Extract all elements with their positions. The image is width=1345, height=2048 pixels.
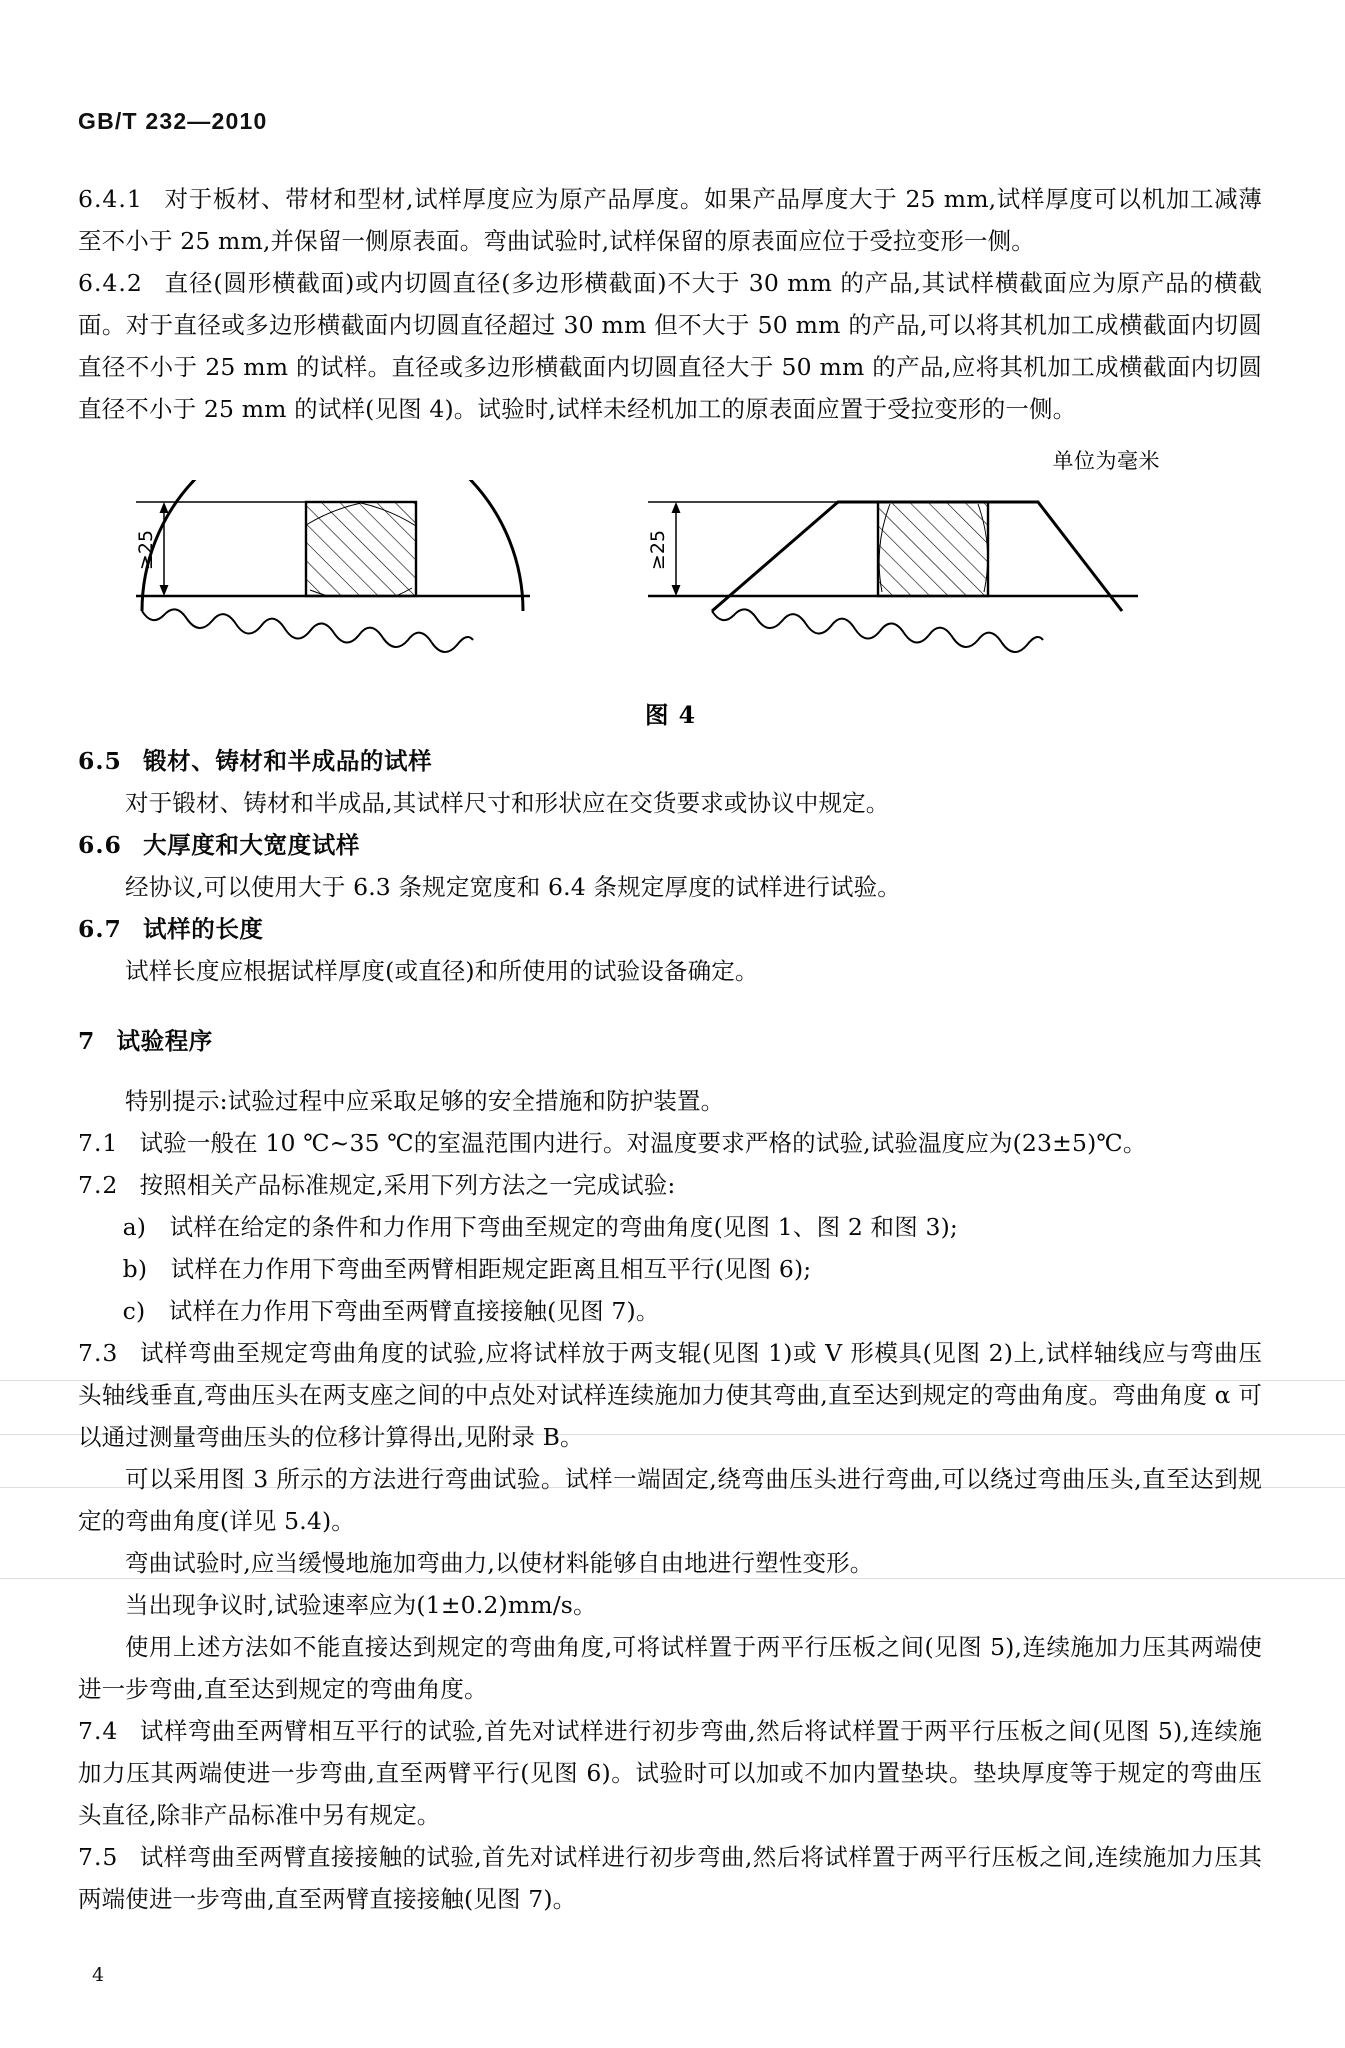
section-6-5-title: 锻材、铸材和半成品的试样 bbox=[143, 747, 433, 775]
section-6-5-heading bbox=[78, 740, 1262, 782]
figure-4-drawing bbox=[78, 480, 1262, 694]
figure-unit-note: 单位为毫米 bbox=[1052, 449, 1160, 473]
document-body bbox=[78, 178, 1262, 1920]
clause-7-2-number: 7.2 bbox=[78, 1171, 119, 1199]
section-6-6-number: 6.6 bbox=[78, 831, 122, 859]
clause-6-4-1-text: 对于板材、带材和型材,试样厚度应为原产品厚度。如果产品厚度大于 25 mm,试样厚度可以机加工减薄至不小于 25 mm,并保留一侧原表面。弯曲试验时,试样保留的原表面应位于受拉变形一侧。 bbox=[78, 185, 1262, 255]
chapter-7-heading bbox=[78, 1020, 1262, 1062]
section-6-7-body: 试样长度应根据试样厚度(或直径)和所使用的试验设备确定。 bbox=[125, 957, 759, 985]
page-number: 4 bbox=[92, 1964, 105, 1986]
chapter-7-title: 试验程序 bbox=[116, 1027, 213, 1055]
figure-4-right-polygon-section bbox=[647, 502, 1138, 652]
list-item-a-label: a) bbox=[122, 1213, 147, 1241]
clause-6-4-2-number: 6.4.2 bbox=[78, 269, 143, 297]
list-item-c-label: c) bbox=[122, 1297, 146, 1325]
clause-6-4-1-number: 6.4.1 bbox=[78, 185, 143, 213]
list-item-b-label: b) bbox=[122, 1255, 148, 1283]
figure-4 bbox=[78, 444, 1262, 732]
clause-7-3-para4: 当出现争议时,试验速率应为(1±0.2)mm/s。 bbox=[125, 1591, 597, 1619]
clause-7-1-number: 7.1 bbox=[78, 1129, 119, 1157]
list-item-a-text: 试样在给定的条件和力作用下弯曲至规定的弯曲角度(见图 1、图 2 和图 3); bbox=[169, 1213, 958, 1241]
chapter-7-note: 特别提示:试验过程中应采取足够的安全措施和防护装置。 bbox=[125, 1087, 725, 1115]
clause-7-3-para5: 使用上述方法如不能直接达到规定的弯曲角度,可将试样置于两平行压板之间(见图 5),连续施加力压其两端使进一步弯曲,直至达到规定的弯曲角度。 bbox=[78, 1633, 1262, 1703]
section-6-6-title: 大厚度和大宽度试样 bbox=[143, 831, 360, 859]
clause-7-3 bbox=[78, 1332, 1262, 1458]
clause-6-4-2-text: 直径(圆形横截面)或内切圆直径(多边形横截面)不大于 30 mm 的产品,其试样横截面应为原产品的横截面。对于直径或多边形横截面内切圆直径超过 30 mm 但不大于 50 mm 的产品,可以将其机加工成横截面内切圆直径不小于 25 mm 的试样。直径或多边形横截面内切圆直径大于 50 mm 的产品,应将其机加工成横截面内切圆直径不小于 25 mm 的试样(见图 4)。试验时,试样未经机加工的原表面应置于受拉变形的一侧。 bbox=[78, 269, 1262, 423]
chapter-7-number: 7 bbox=[78, 1027, 96, 1055]
page-content-area bbox=[78, 0, 1268, 2048]
clause-6-4-2 bbox=[78, 262, 1262, 430]
section-6-7-heading bbox=[78, 908, 1262, 950]
clause-7-2-text: 按照相关产品标准规定,采用下列方法之一完成试验: bbox=[139, 1171, 676, 1199]
clause-7-5-text: 试样弯曲至两臂直接接触的试验,首先对试样进行初步弯曲,然后将试样置于两平行压板之间,连续施加力压其两端使进一步弯曲,直至两臂直接接触(见图 7)。 bbox=[78, 1843, 1262, 1913]
figure-4-right-dimension-label: ≥25 bbox=[647, 529, 669, 571]
figure-4-caption bbox=[78, 698, 1262, 732]
standard-code-header: GB/T 232—2010 bbox=[78, 108, 268, 134]
list-item-c bbox=[78, 1290, 1262, 1332]
clause-7-5-number: 7.5 bbox=[78, 1843, 119, 1871]
figure-4-left-round-section bbox=[135, 480, 530, 652]
figure-4-svg bbox=[78, 480, 1262, 690]
list-item-a bbox=[78, 1206, 1262, 1248]
list-item-c-text: 试样在力作用下弯曲至两臂直接接触(见图 7)。 bbox=[168, 1297, 660, 1325]
clause-7-3-number: 7.3 bbox=[78, 1339, 119, 1367]
figure-4-caption-number: 4 bbox=[678, 701, 696, 729]
clause-7-3-para2: 可以采用图 3 所示的方法进行弯曲试验。试样一端固定,绕弯曲压头进行弯曲,可以绕过弯曲压头,直至达到规定的弯曲角度(详见 5.4)。 bbox=[78, 1465, 1262, 1535]
clause-6-4-1 bbox=[78, 178, 1262, 262]
section-6-6-body: 经协议,可以使用大于 6.3 条规定宽度和 6.4 条规定厚度的试样进行试验。 bbox=[125, 873, 901, 901]
clause-7-4 bbox=[78, 1710, 1262, 1836]
clause-7-1-text: 试验一般在 10 ℃~35 ℃的室温范围内进行。对温度要求严格的试验,试验温度应为(23±5)℃。 bbox=[139, 1129, 1147, 1157]
clause-7-2 bbox=[78, 1164, 1262, 1206]
clause-7-1 bbox=[78, 1122, 1262, 1164]
section-6-7-title: 试样的长度 bbox=[143, 915, 264, 943]
list-item-b-text: 试样在力作用下弯曲至两臂相距规定距离且相互平行(见图 6); bbox=[170, 1255, 812, 1283]
figure-4-left-dimension-label: ≥25 bbox=[135, 529, 157, 571]
clause-7-3-para3: 弯曲试验时,应当缓慢地施加弯曲力,以使材料能够自由地进行塑性变形。 bbox=[125, 1549, 874, 1577]
clause-7-3-para1: 试样弯曲至规定弯曲角度的试验,应将试样放于两支辊(见图 1)或 V 形模具(见图 2)上,试样轴线应与弯曲压头轴线垂直,弯曲压头在两支座之间的中点处对试样连续施加力使其弯曲,直至达到规定的弯曲角度。弯曲角度 α 可以通过测量弯曲压头的位移计算得出,见附录 B。 bbox=[78, 1339, 1262, 1451]
section-6-5-number: 6.5 bbox=[78, 747, 122, 775]
clause-7-5 bbox=[78, 1836, 1262, 1920]
section-6-7-number: 6.7 bbox=[78, 915, 122, 943]
section-6-5-body: 对于锻材、铸材和半成品,其试样尺寸和形状应在交货要求或协议中规定。 bbox=[125, 789, 890, 817]
section-6-6-heading bbox=[78, 824, 1262, 866]
list-item-b bbox=[78, 1248, 1262, 1290]
clause-7-4-text: 试样弯曲至两臂相互平行的试验,首先对试样进行初步弯曲,然后将试样置于两平行压板之间(见图 5),连续施加力压其两端使进一步弯曲,直至两臂平行(见图 6)。试验时可以加或不加内置垫块。垫块厚度等于规定的弯曲压头直径,除非产品标准中另有规定。 bbox=[78, 1717, 1262, 1829]
figure-4-caption-prefix: 图 bbox=[644, 701, 670, 729]
clause-7-4-number: 7.4 bbox=[78, 1717, 119, 1745]
